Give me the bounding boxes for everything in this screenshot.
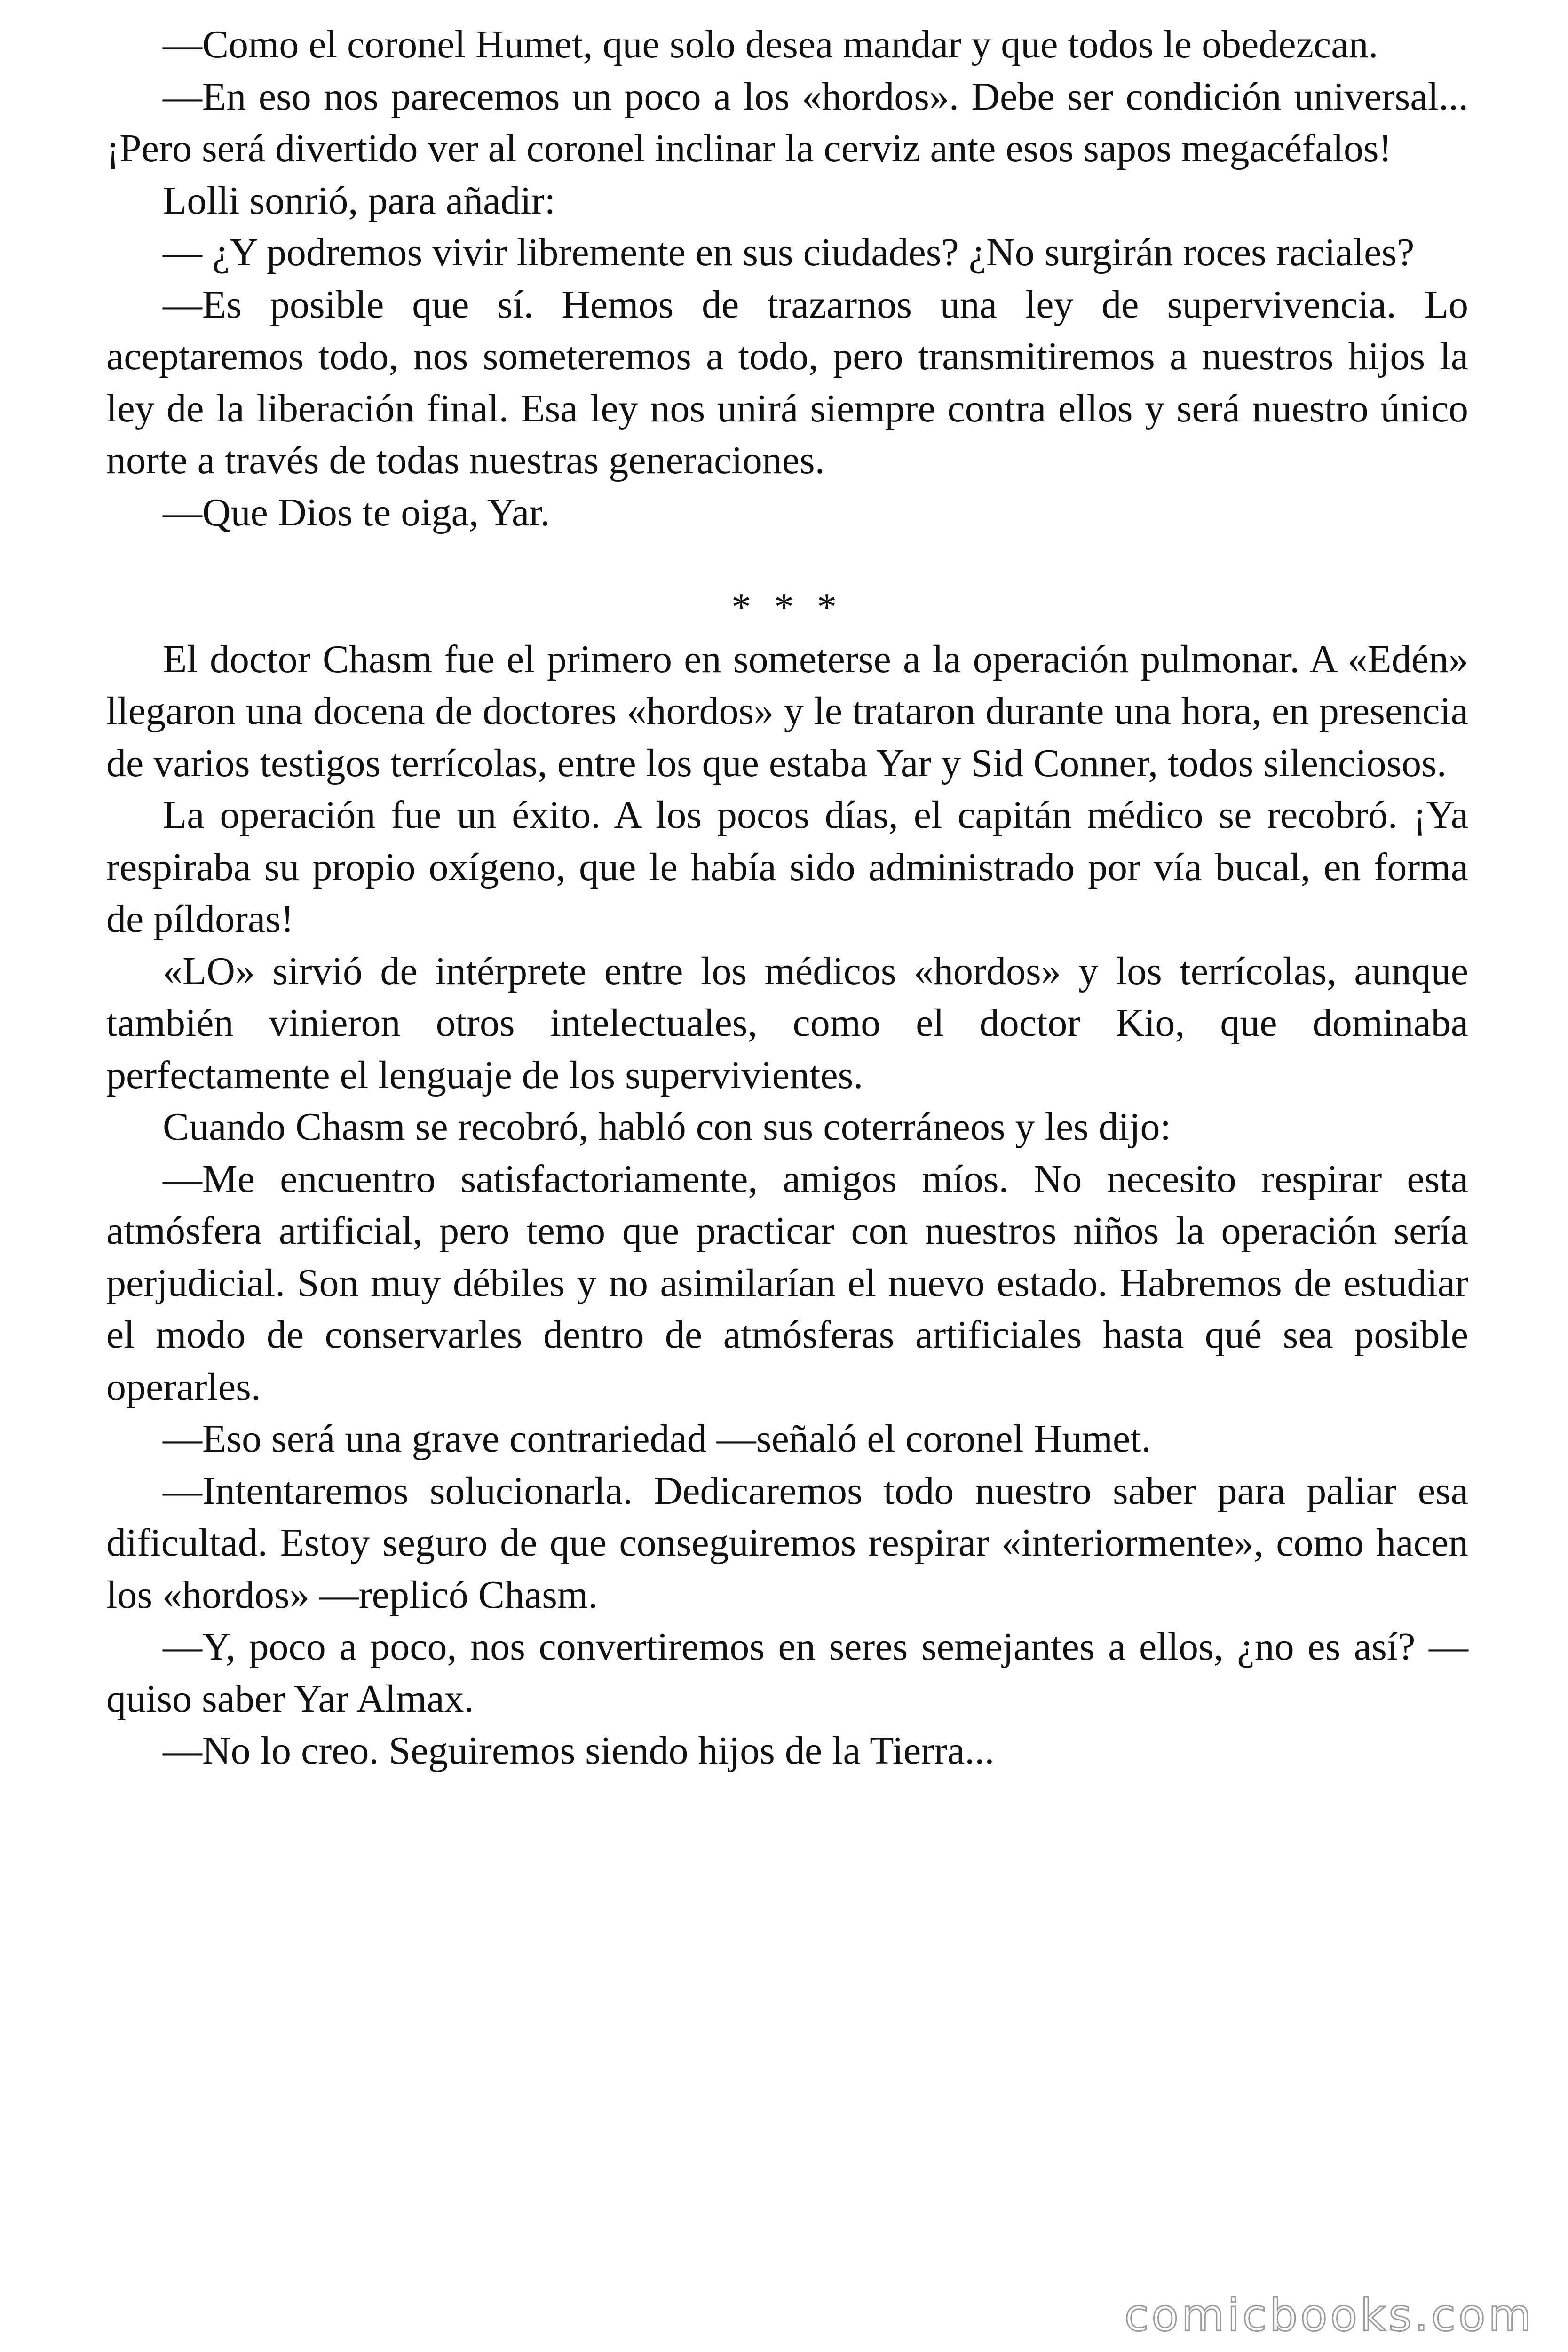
watermark: comicbooks.com — [1124, 2290, 1534, 2341]
paragraph: «LO» sirvió de intérprete entre los médicos «hordos» y los terrícolas, aunque también vinieron otros intelectuales, como el doctor Kio, que dominaba perfectamente el lenguaje de los supervivientes. — [106, 949, 1468, 1097]
paragraph: —Intentaremos solucionarla. Dedicaremos todo nuestro saber para paliar esa dificultad. Estoy seguro de que conseguiremos respirar «interiormente», como hacen los «hordos» —replicó Chasm. — [106, 1469, 1468, 1617]
paragraph: —Eso será una grave contrariedad —señaló el coronel Humet. — [163, 1417, 1151, 1461]
paragraph: El doctor Chasm fue el primero en someterse a la operación pulmonar. A «Edén» llegaron una docena de doctores «hordos» y le trataron durante una hora, en presencia de varios testigos terrícolas, entre los que estaba Yar y Sid Conner, todos silenciosos. — [106, 637, 1468, 785]
paragraph: La operación fue un éxito. A los pocos días, el capitán médico se recobró. ¡Ya respiraba su propio oxígeno, que le había sido administrado por vía bucal, en forma de píldoras! — [106, 793, 1468, 941]
section-separator: * * * — [731, 585, 843, 629]
paragraph: —Y, poco a poco, nos convertiremos en seres semejantes a ellos, ¿no es así? —quiso saber Yar Almax. — [106, 1625, 1468, 1721]
paragraph: Lolli sonrió, para añadir: — [163, 178, 556, 222]
page-text — [106, 19, 1468, 1777]
paragraph: Cuando Chasm se recobró, habló con sus coterráneos y les dijo: — [163, 1105, 1171, 1149]
paragraph: —Es posible que sí. Hemos de trazarnos una ley de supervivencia. Lo aceptaremos todo, nos someteremos a todo, pero transmitiremos a nuestros hijos la ley de la liberación final. Esa ley nos unirá siempre contra ellos y será nuestro único norte a través de todas nuestras generaciones. — [106, 282, 1468, 482]
paragraph: —Como el coronel Humet, que solo desea mandar y que todos le obedezcan. — [163, 23, 1378, 66]
paragraph: —En eso nos parecemos un poco a los «hordos». Debe ser condición universal... ¡Pero será divertido ver al coronel inclinar la cerviz ante esos sapos megacéfalos! — [106, 74, 1468, 170]
paragraph: —Que Dios te oiga, Yar. — [163, 490, 550, 534]
paragraph: —No lo creo. Seguiremos siendo hijos de la Tierra... — [163, 1729, 995, 1772]
paragraph: — ¿Y podremos vivir libremente en sus ciudades? ¿No surgirán roces raciales? — [163, 230, 1415, 274]
paragraph: —Me encuentro satisfactoriamente, amigos míos. No necesito respirar esta atmósfera artificial, pero temo que practicar con nuestros niños la operación sería perjudicial. Son muy débiles y no asimilarían el nuevo estado. Habremos de estudiar el modo de conservarles dentro de atmósferas artificiales hasta qué sea posible operarles. — [106, 1157, 1468, 1409]
